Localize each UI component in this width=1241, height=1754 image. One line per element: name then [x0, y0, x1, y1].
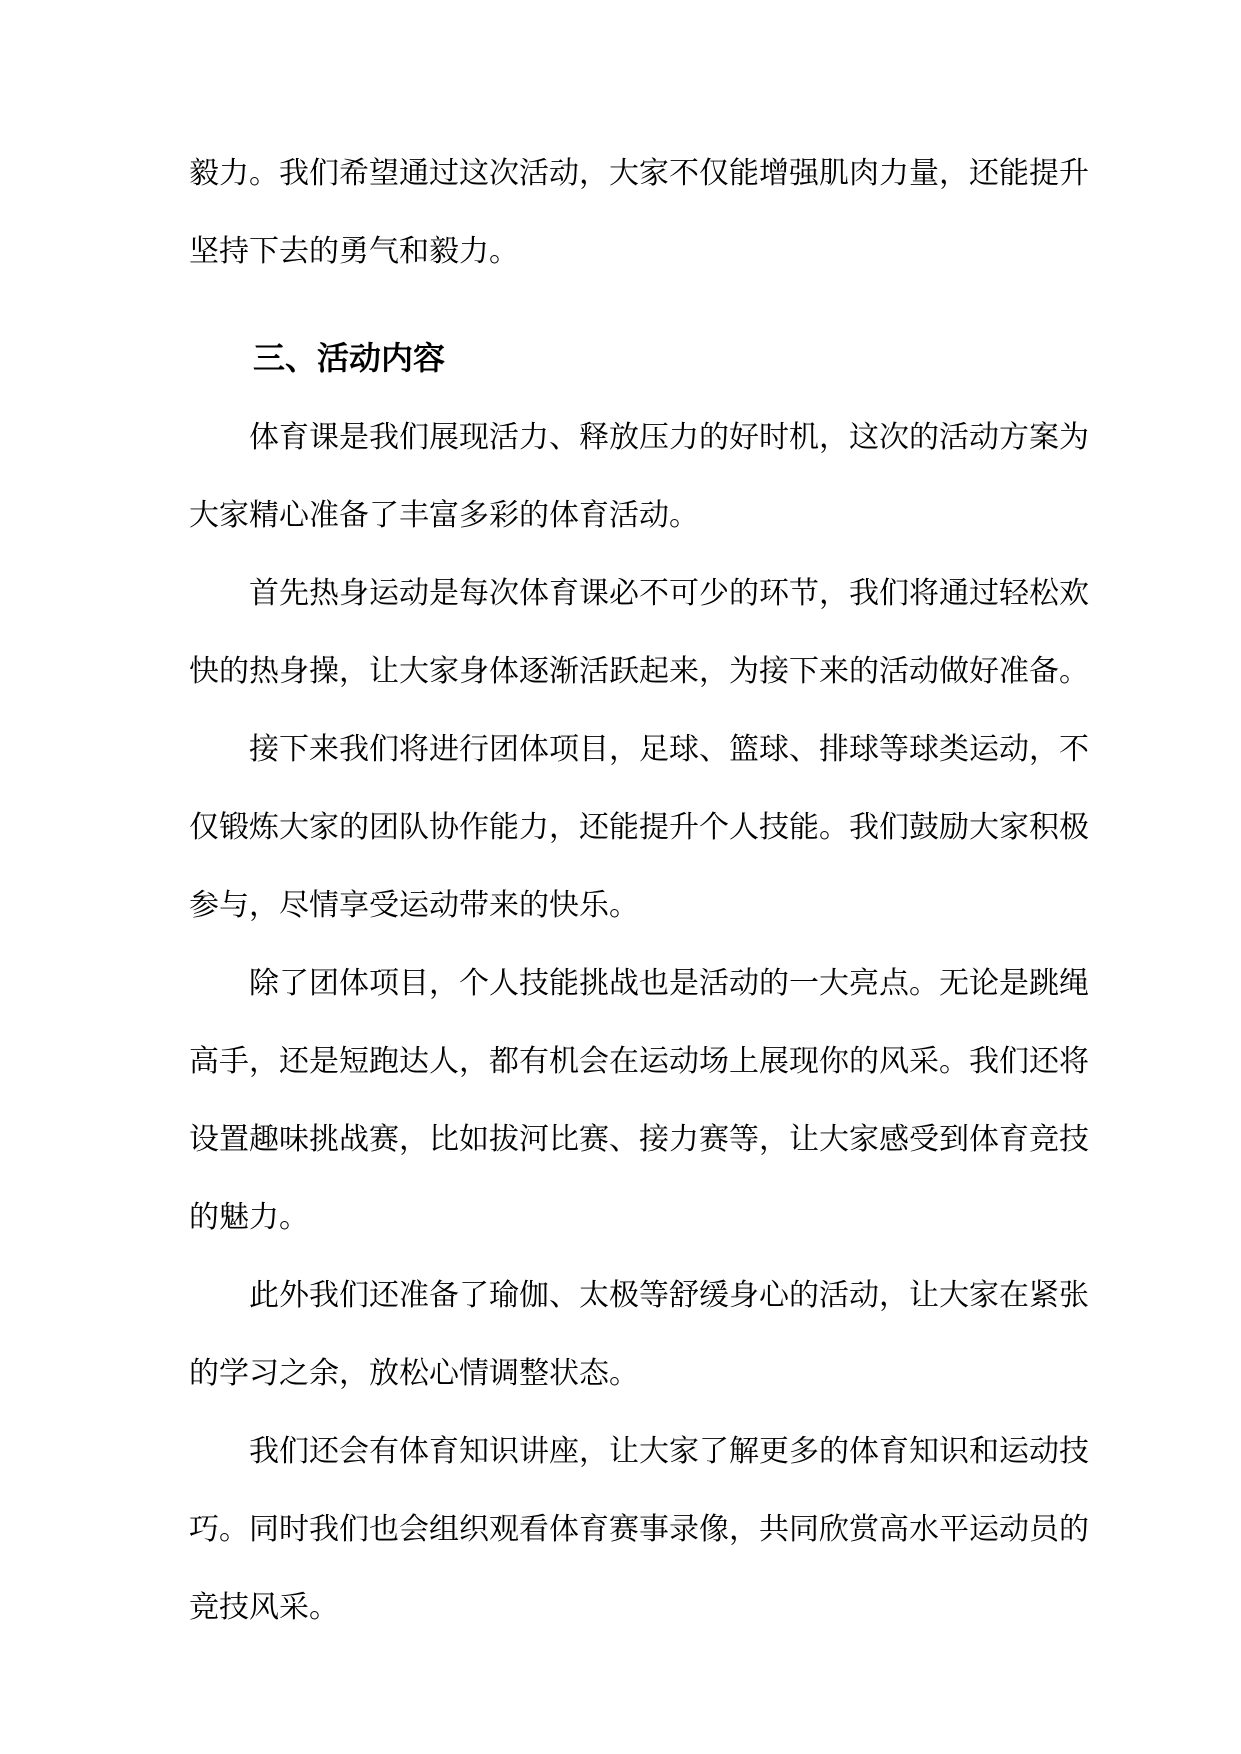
paragraph [189, 555, 1089, 711]
text-line: 毅力。我们希望通过这次活动，大家不仅能增强肌肉力量，还能提升 [189, 156, 1089, 191]
text-line: 除了团体项目，个人技能挑战也是活动的一大亮点。无论是跳绳 [249, 966, 1089, 1001]
text-line: 设置趣味挑战赛，比如拔河比赛、接力赛等，让大家感受到体育竞技 [189, 1122, 1089, 1157]
text-line: 此外我们还准备了瑜伽、太极等舒缓身心的活动，让大家在紧张 [249, 1278, 1089, 1313]
spacer [189, 291, 1057, 317]
text-line: 的学习之余，放松心情调整状态。 [189, 1356, 639, 1391]
text-line: 高手，还是短跑达人，都有机会在运动场上展现你的风采。我们还将 [189, 1044, 1089, 1079]
text-line: 接下来我们将进行团体项目，足球、篮球、排球等球类运动，不 [249, 732, 1089, 767]
document-body [189, 135, 1089, 1647]
paragraph [189, 945, 1089, 1257]
text-line: 的魅力。 [189, 1200, 309, 1235]
paragraph [189, 1413, 1089, 1647]
text-line: 坚持下去的勇气和毅力。 [189, 234, 519, 269]
paragraph [189, 1257, 1089, 1413]
text-line: 参与，尽情享受运动带来的快乐。 [189, 888, 639, 923]
text-line: 仅锻炼大家的团队协作能力，还能提升个人技能。我们鼓励大家积极 [189, 810, 1089, 845]
text-line: 竞技风采。 [189, 1590, 339, 1625]
text-line: 体育课是我们展现活力、释放压力的好时机，这次的活动方案为 [249, 420, 1089, 455]
text-line: 首先热身运动是每次体育课必不可少的环节，我们将通过轻松欢 [249, 576, 1089, 611]
text-line: 快的热身操，让大家身体逐渐活跃起来，为接下来的活动做好准备。 [189, 654, 1089, 689]
text-line: 大家精心准备了丰富多彩的体育活动。 [189, 498, 699, 533]
paragraph [189, 711, 1089, 945]
text-line: 我们还会有体育知识讲座，让大家了解更多的体育知识和运动技 [249, 1434, 1089, 1469]
paragraph [189, 399, 1089, 555]
intro-paragraph [189, 135, 1089, 291]
text-line: 巧。同时我们也会组织观看体育赛事录像，共同欣赏高水平运动员的 [189, 1512, 1089, 1547]
section-title: 三、活动内容 [253, 339, 446, 377]
